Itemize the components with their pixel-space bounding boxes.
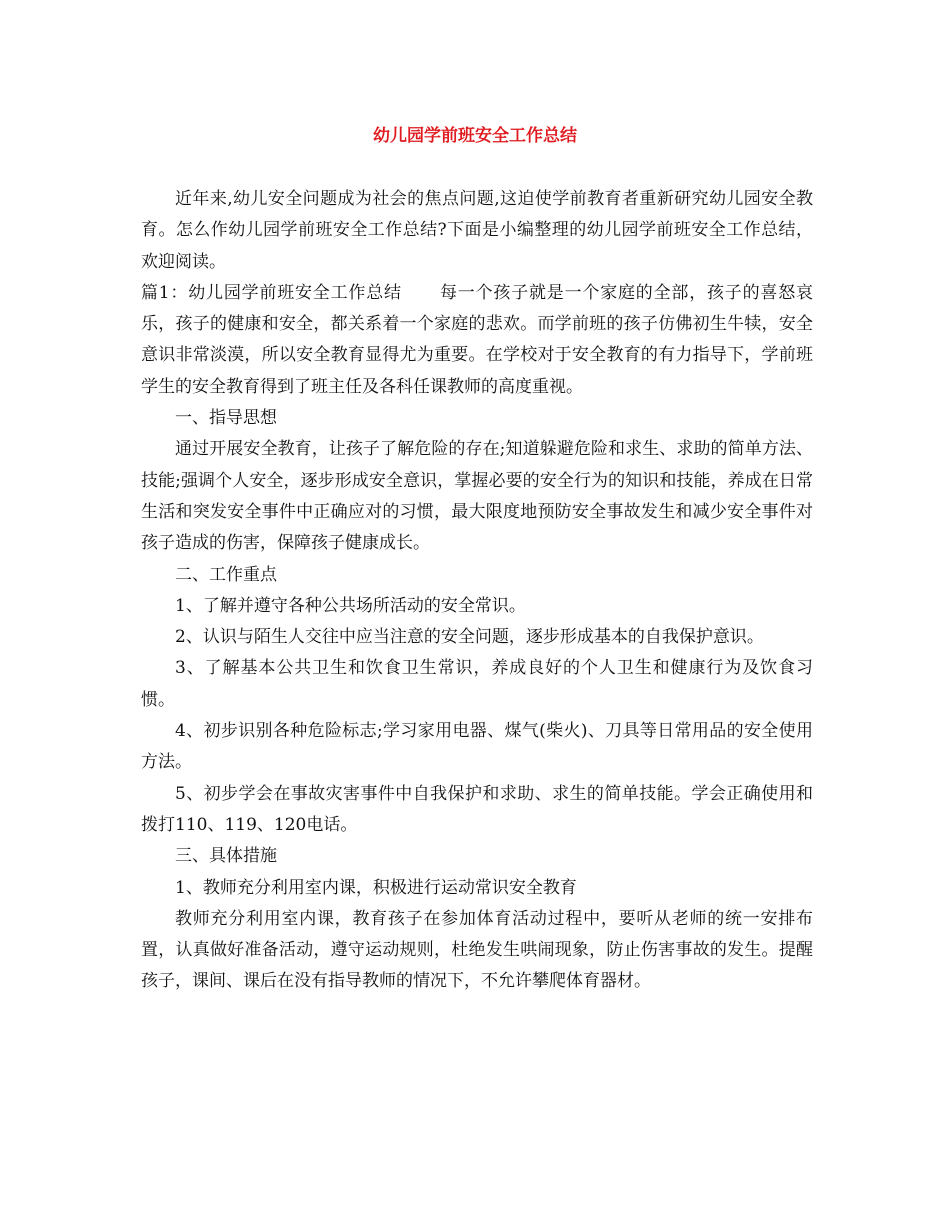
section2-heading: 二、工作重点: [175, 564, 277, 585]
section1-heading: 一、指导思想: [175, 408, 277, 429]
section2-item-1: 1、了解并遵守各种公共场所活动的安全常识。: [175, 595, 526, 616]
section2-item-2: 2、认识与陌生人交往中应当注意的安全问题，逐步形成基本的自我保护意识。: [175, 627, 764, 648]
section2-item-3: 3、了解基本公共卫生和饮食卫生常识，养成良好的个人卫生和健康行为及饮食习惯。: [141, 658, 813, 710]
section2-item-4: 4、初步识别各种危险标志;学习家用电器、煤气(柴火)、刀具等日常用品的安全使用方法。: [141, 721, 813, 773]
article-lead-text: 每一个孩子就是一个家庭的全部，孩子的喜怒哀乐，孩子的健康和安全，都关系着一个家庭的悲欢。而学前班的孩子仿佛初生牛犊，安全意识非常淡漠，所以安全教育显得尤为重要。在学校对于安全教育的有力指导下，学前班学生的安全教育得到了班主任及各科任课教师的高度重视。: [141, 282, 813, 397]
article-heading: 篇1：幼儿园学前班安全工作总结: [141, 282, 402, 303]
section3-heading: 三、具体措施: [175, 846, 277, 867]
article-lead-paragraph: [141, 278, 813, 403]
section2-item-5: 5、初步学会在事故灾害事件中自我保护和求助、求生的简单技能。学会正确使用和拨打110、119、120电话。: [141, 783, 813, 835]
section1-text: 通过开展安全教育，让孩子了解危险的存在;知道躲避危险和求生、求助的简单方法、技能;强调个人安全，逐步形成安全意识，掌握必要的安全行为的知识和技能，养成在日常生活和突发安全事件中正确应对的习惯，最大限度地预防安全事故发生和减少安全事件对孩子造成的伤害，保障孩子健康成长。: [141, 439, 813, 554]
intro-paragraph: 近年来,幼儿安全问题成为社会的焦点问题,这迫使学前教育者重新研究幼儿园安全教育。怎么作幼儿园学前班安全工作总结?下面是小编整理的幼儿园学前班安全工作总结，欢迎阅读。: [141, 189, 813, 272]
document-body: [141, 184, 813, 998]
document-title: 幼儿园学前班安全工作总结: [373, 126, 577, 146]
section3-subheading-1: 1、教师充分利用室内课，积极进行运动常识安全教育: [175, 877, 577, 898]
section3-text-1: 教师充分利用室内课，教育孩子在参加体育活动过程中，要听从老师的统一安排布置，认真做好准备活动，遵守运动规则，杜绝发生哄闹现象，防止伤害事故的发生。提醒孩子，课间、课后在没有指导教师的情况下，不允许攀爬体育器材。: [141, 908, 813, 992]
